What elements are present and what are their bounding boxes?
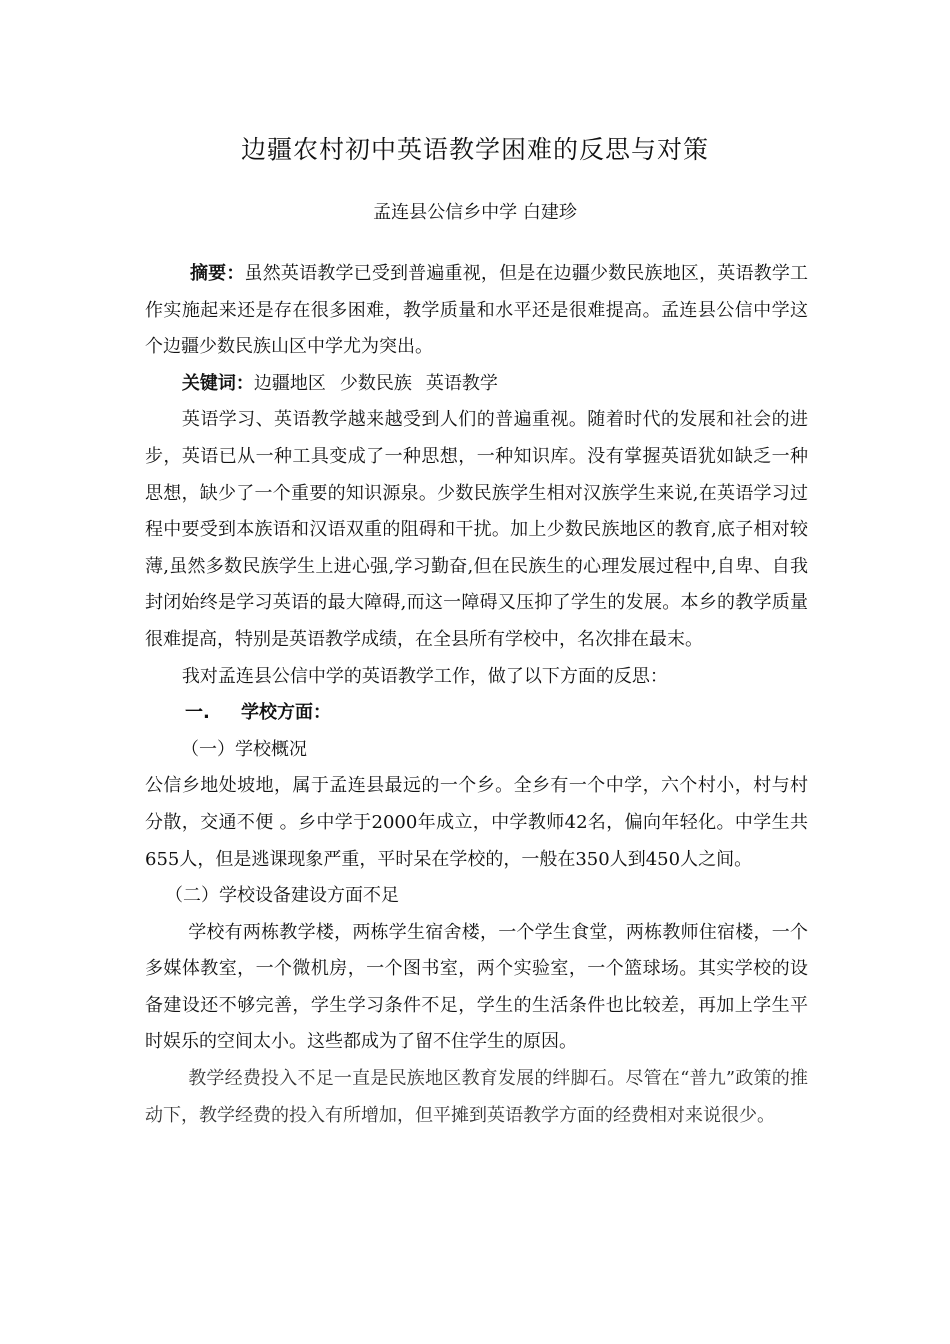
reflection-intro: 我对孟连县公信中学的英语教学工作，做了以下方面的反思： [181, 665, 668, 687]
author-line: 孟连县公信乡中学 白建珍 [373, 202, 577, 223]
subsection-paragraph: 公信乡地处坡地，属于孟连县最远的一个乡。全乡有一个中学，六个村小，村与村分散，交通不便 。乡中学于2000年成立，中学教师42名，偏向年轻化。中学生共655人，但是逃课现象严重，平时呆在学校的，一般在350人到450人之间。 [145, 775, 808, 870]
subsection-heading: （二）学校设备建设方面不足 [165, 885, 399, 907]
section-title: 学校方面： [241, 702, 331, 724]
section-heading [145, 695, 808, 732]
abstract-text: 虽然英语教学已受到普遍重视，但是在边疆少数民族地区，英语教学工作实施起来还是存在很多困难，教学质量和水平还是很难提高。孟连县公信中学这个边疆少数民族山区中学尤为突出。 [145, 263, 808, 358]
keyword-item: 英语教学 [425, 372, 498, 394]
keyword-item: 少数民族 [339, 372, 412, 394]
section-number: 一. [185, 702, 210, 724]
subsection-paragraph: 教学经费投入不足一直是民族地区教育发展的绊脚石。尽管在“普九”政策的推动下，教学经费的投入有所增加，但平摊到英语教学方面的经费相对来说很少。 [145, 1068, 808, 1126]
document-title: 边疆农村初中英语教学困难的反思与对策 [240, 135, 709, 164]
keyword-item: 边疆地区 [253, 372, 326, 394]
keywords-label: 关键词： [181, 372, 254, 394]
subsection-heading: （一）学校概况 [181, 738, 307, 760]
keywords-paragraph [145, 366, 808, 403]
intro-paragraph: 英语学习、英语教学越来越受到人们的普遍重视。随着时代的发展和社会的进步，英语已从一种工具变成了一种思想，一种知识库。没有掌握英语犹如缺乏一种思想，缺少了一个重要的知识源泉。少数民族学生相对汉族学生来说,在英语学习过程中要受到本族语和汉语双重的阻碍和干扰。加上少数民族地区的教育,底子相对较薄,虽然多数民族学生上进心强,学习勤奋,但在民族生的心理发展过程中,自卑、自我封闭始终是学习英语的最大障碍,而这一障碍又压抑了学生的发展。本乡的教学质量很难提高，特别是英语教学成绩，在全县所有学校中，名次排在最末。 [145, 409, 808, 650]
abstract-paragraph [145, 256, 808, 366]
abstract-label: 摘要： [190, 263, 245, 284]
document-body [145, 256, 808, 1134]
subsection-paragraph: 学校有两栋教学楼，两栋学生宿舍楼，一个学生食堂，两栋教师住宿楼，一个多媒体教室，一个微机房，一个图书室，两个实验室，一个篮球场。其实学校的设备建设还不够完善，学生学习条件不足，学生的生活条件也比较差，再加上学生平时娱乐的空间太小。这些都成为了留不住学生的原因。 [145, 921, 808, 1053]
